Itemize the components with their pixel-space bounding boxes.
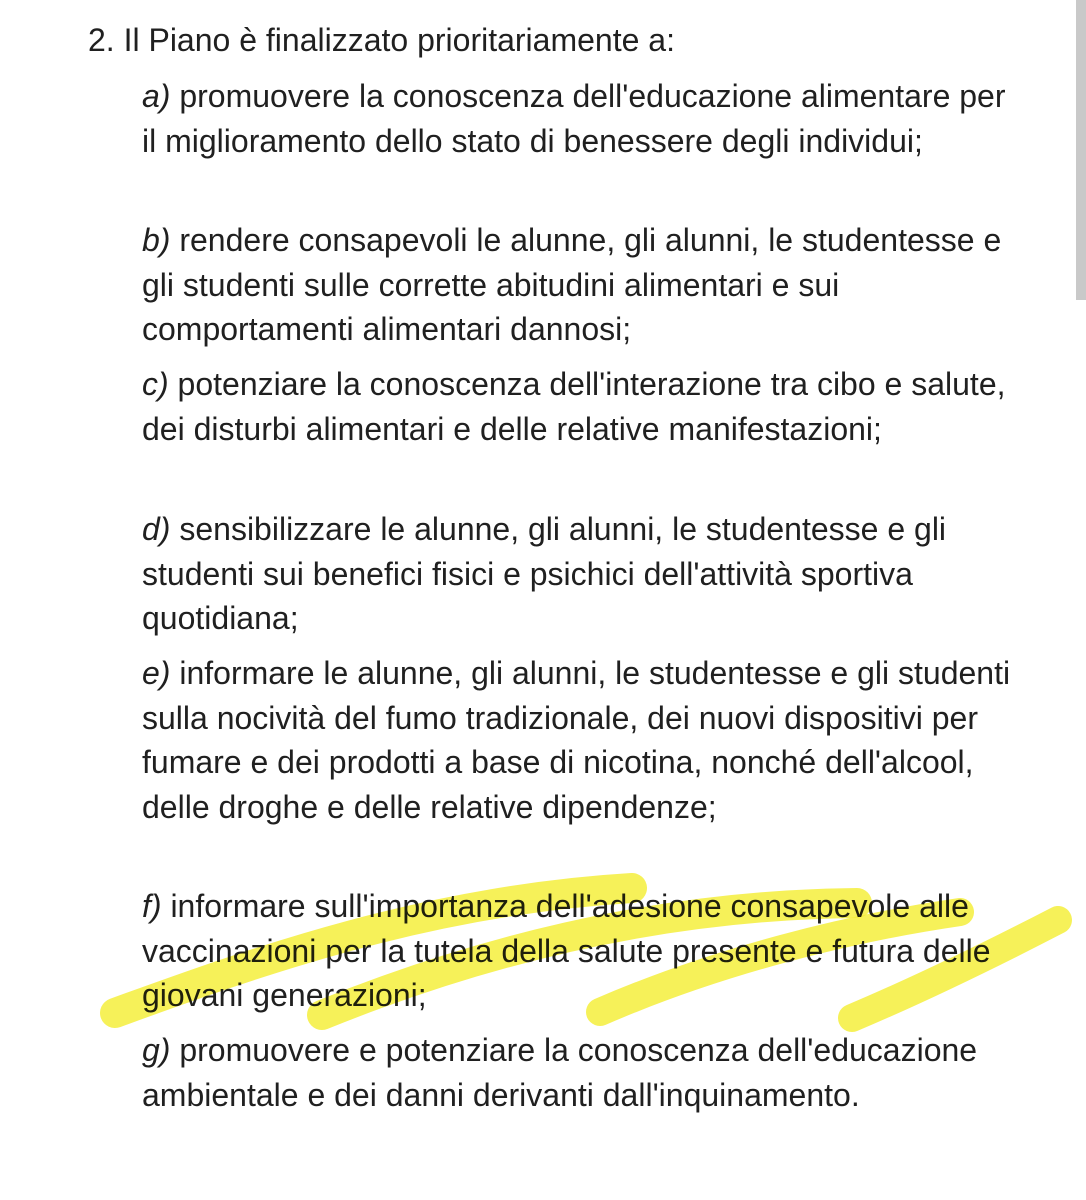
- item-letter: f): [142, 888, 162, 924]
- item-text: rendere consapevoli le alunne, gli alunni, le studentesse e gli studenti sulle corrette abitudini alimentari e sui comportamenti alimentari dannosi;: [142, 222, 1002, 347]
- item-text: promuovere e potenziare la conoscenza dell'educazione ambientale e dei danni derivanti dall'inquinamento.: [142, 1032, 978, 1113]
- item-text: potenziare la conoscenza dell'interazione tra cibo e salute, dei disturbi alimentari e delle relative manifestazioni;: [142, 366, 1006, 447]
- item-a: [142, 74, 1022, 163]
- item-text: informare sull'importanza dell'adesione consapevole alle vaccinazioni per la tutela della salute presente e futura delle giovani generazioni;: [142, 888, 991, 1013]
- page-scrollbar[interactable]: [1076, 0, 1086, 300]
- item-g: [142, 1028, 1022, 1117]
- item-text: promuovere la conoscenza dell'educazione alimentare per il miglioramento dello stato di benessere degli individui;: [142, 78, 1006, 159]
- item-c: [142, 362, 1022, 451]
- item-b: [142, 218, 1022, 352]
- intro-line: 2. Il Piano è finalizzato prioritariamente a:: [88, 22, 675, 58]
- item-f: [142, 884, 1022, 1018]
- item-letter: e): [142, 655, 171, 691]
- item-text: sensibilizzare le alunne, gli alunni, le studentesse e gli studenti sui benefici fisici e psichici dell'attività sportiva quotidiana;: [142, 511, 947, 636]
- item-text: informare le alunne, gli alunni, le studentesse e gli studenti sulla nocività del fumo tradizionale, dei nuovi dispositivi per fumare e dei prodotti a base di nicotina, nonché dell'alcool, delle droghe e delle relative dipendenze;: [142, 655, 1011, 825]
- item-e: [142, 651, 1022, 829]
- item-letter: a): [142, 78, 171, 114]
- item-letter: b): [142, 222, 171, 258]
- item-letter: g): [142, 1032, 171, 1068]
- item-letter: c): [142, 366, 169, 402]
- item-letter: d): [142, 511, 171, 547]
- item-d: [142, 507, 1022, 641]
